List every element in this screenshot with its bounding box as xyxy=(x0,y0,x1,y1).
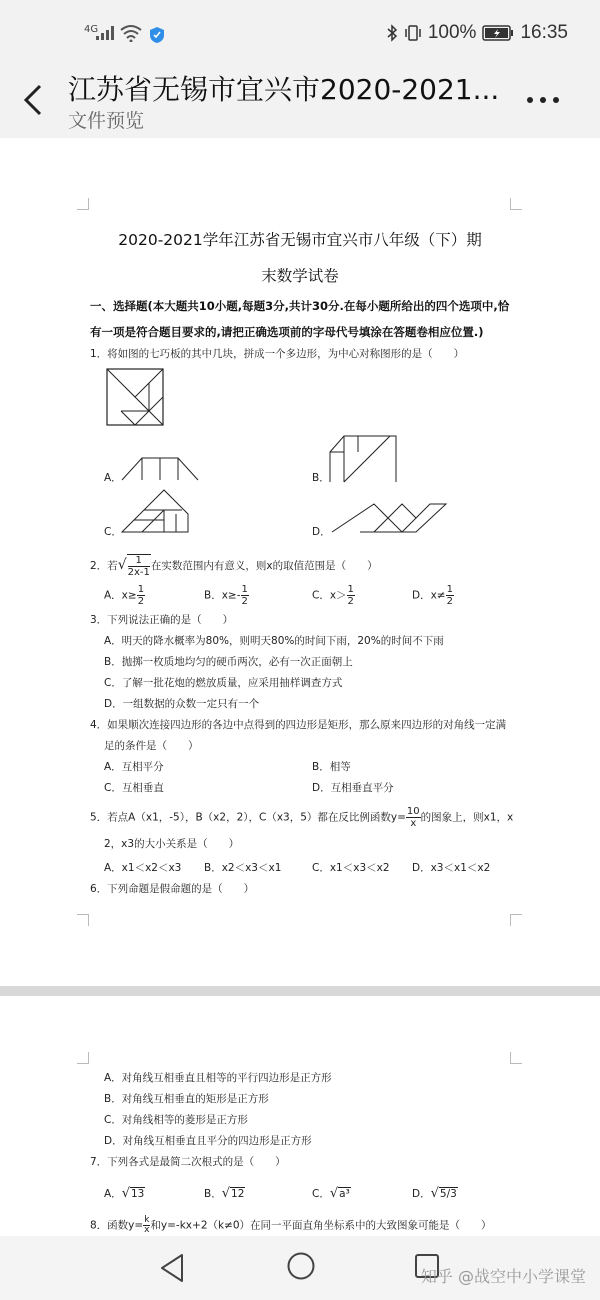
q2-opt-den: 2 xyxy=(241,596,248,607)
q7-radicand: 13 xyxy=(130,1188,145,1200)
q1-figure-c xyxy=(120,488,192,534)
clock: 16:35 xyxy=(520,22,568,43)
q3-option-b: B．抛掷一枚质地均匀的硬币两次，必有一次正面朝上 xyxy=(104,656,353,668)
q2-opt-label: D．x≠ xyxy=(412,589,446,602)
page-corner-mark xyxy=(510,1052,522,1064)
q5-numerator: 10 xyxy=(406,806,420,817)
q6-option-d: D．对角线互相垂直且平分的四边形是正方形 xyxy=(104,1135,312,1147)
battery-percent: 100% xyxy=(427,22,477,43)
status-right xyxy=(386,22,568,44)
q2-opt-label: C．x＞ xyxy=(312,589,347,602)
exam-title-line2: 末数学试卷 xyxy=(261,267,339,285)
question-6: 6．下列命题是假命题的是（ ） xyxy=(90,883,255,895)
q8-numerator: k xyxy=(144,1215,150,1225)
q2-option-b xyxy=(204,584,249,607)
q3-option-d: D．一组数据的众数一定只有一个 xyxy=(104,698,260,710)
shield-icon xyxy=(149,26,165,44)
tangram-figure xyxy=(106,368,164,426)
q2-radicand xyxy=(127,554,151,578)
section-heading-line2: 有一项是符合题目要求的,请把正确选项前的字母代号填涂在答题卷相应位置.) xyxy=(90,325,484,339)
q7-radicand: 5/3 xyxy=(439,1188,457,1200)
q2-rad-denominator: 2x-1 xyxy=(127,567,150,578)
q4-option-a: A．互相平分 xyxy=(104,761,164,773)
q4-option-c: C．互相垂直 xyxy=(104,782,164,794)
q1-option-b: B． xyxy=(312,472,330,484)
q7-opt-label: D． xyxy=(412,1188,431,1200)
q5-option-d: D．x3＜x1＜x2 xyxy=(412,862,491,874)
question-5-line1 xyxy=(90,806,513,829)
question-7: 7．下列各式是最简二次根式的是（ ） xyxy=(90,1156,286,1168)
q2-opt-den: 2 xyxy=(347,596,354,607)
page-corner-mark xyxy=(510,198,522,210)
question-3: 3．下列说法正确的是（ ） xyxy=(90,614,234,626)
status-bar xyxy=(0,0,600,68)
bluetooth-icon xyxy=(386,24,398,42)
q8-suffix: 和y=-kx+2（k≠0）在同一平面直角坐标系中的大致图象可能是（ ） xyxy=(150,1219,492,1232)
section-heading-line1: 一、选择题(本大题共10小题,每题3分,共计30分.在每小题所给出的四个选项中,恰 xyxy=(90,299,510,313)
question-2: 2．若√ $\frac{1}{2x-1}$ 在实数范围内有意义，则x的取值范围是（ ） xyxy=(90,555,378,578)
q2-opt-den: 2 xyxy=(137,596,145,607)
more-options-button[interactable] xyxy=(526,90,560,104)
q8-prefix: 8．函数y= xyxy=(90,1219,144,1232)
q5-option-b: B．x2＜x3＜x1 xyxy=(204,862,282,874)
q6-option-c: C．对角线相等的菱形是正方形 xyxy=(104,1114,248,1126)
q1-figure-b xyxy=(328,434,400,484)
q7-opt-label: B． xyxy=(204,1188,222,1200)
q1-option-c: C． xyxy=(104,526,122,538)
q5-denominator: x xyxy=(410,818,417,829)
q5-prefix: 5．若点A（x1，-5），B（x2，2），C（x3，5）都在反比例函数y= xyxy=(90,811,406,824)
q8-denominator: x xyxy=(144,1225,150,1235)
page-corner-mark xyxy=(77,1052,89,1064)
question-8 xyxy=(90,1216,492,1235)
document-page-1 xyxy=(0,138,600,986)
q5-option-c: C．x1＜x3＜x2 xyxy=(312,862,390,874)
network-type: 4G xyxy=(84,24,99,35)
q5-suffix: 的图象上，则x1，x xyxy=(420,811,514,824)
q2-opt-num: 1 xyxy=(137,584,145,595)
q4-option-d: D．互相垂直平分 xyxy=(312,782,394,794)
question-4-line2: 足的条件是（ ） xyxy=(104,740,199,752)
document-page-2 xyxy=(0,996,600,1236)
q7-option-c: C．√a³ xyxy=(312,1186,350,1201)
q2-opt-den: 2 xyxy=(446,596,453,607)
battery-icon xyxy=(482,25,514,41)
q7-opt-label: C． xyxy=(312,1188,330,1200)
q1-option-a: A． xyxy=(104,472,122,484)
q7-option-a: A．√13 xyxy=(104,1186,145,1201)
nav-back-icon[interactable] xyxy=(158,1252,186,1284)
vibrate-icon xyxy=(404,24,422,42)
wifi-icon xyxy=(120,24,142,42)
document-subtitle: 文件预览 xyxy=(68,110,145,132)
signal-icon xyxy=(96,26,114,40)
q2-prefix: 2．若 xyxy=(90,560,118,572)
more-dots-icon xyxy=(526,96,560,104)
q2-suffix: 在实数范围内有意义，则x的取值范围是（ ） xyxy=(150,560,378,572)
q3-option-a: A．明天的降水概率为80%，则明天80%的时间下雨，20%的时间不下雨 xyxy=(104,635,444,647)
q2-option-a xyxy=(104,584,145,607)
question-1: 1．将如图的七巧板的其中几块，拼成一个多边形，为中心对称图形的是（ ） xyxy=(90,348,465,360)
q7-option-b: B．√12 xyxy=(204,1186,245,1201)
q7-option-d: D．√5/3 xyxy=(412,1186,457,1201)
q4-option-b: B．相等 xyxy=(312,761,351,773)
page-corner-mark xyxy=(77,914,89,926)
q2-opt-num: 1 xyxy=(241,584,248,595)
q3-option-c: C．了解一批花炮的燃放质量，应采用抽样调查方式 xyxy=(104,677,343,689)
back-arrow-icon[interactable] xyxy=(20,80,48,120)
q7-radicand: a³ xyxy=(339,1188,350,1200)
q2-option-c xyxy=(312,584,355,607)
watermark-text: 知乎 @战空中小学课堂 xyxy=(420,1267,586,1286)
q5-option-a: A．x1＜x2＜x3 xyxy=(104,862,182,874)
document-title: 江苏省无锡市宜兴市2020-2021... xyxy=(68,73,500,106)
q2-opt-label: A．x≥ xyxy=(104,589,137,602)
q2-opt-label: B．x≥- xyxy=(204,589,241,602)
page-corner-mark xyxy=(77,198,89,210)
q1-figure-d xyxy=(330,500,448,534)
page-corner-mark xyxy=(510,914,522,926)
page-separator xyxy=(0,986,600,996)
q2-option-d xyxy=(412,584,454,607)
q2-rad-numerator: 1 xyxy=(128,555,150,567)
system-nav-bar xyxy=(0,1236,600,1300)
exam-title-line1: 2020-2021学年江苏省无锡市宜兴市八年级（下）期 xyxy=(118,231,482,249)
q1-option-d: D． xyxy=(312,526,331,538)
q6-option-a: A．对角线互相垂直且相等的平行四边形是正方形 xyxy=(104,1072,332,1084)
nav-home-icon[interactable] xyxy=(286,1251,316,1281)
q2-opt-num: 1 xyxy=(347,584,354,595)
q7-opt-label: A． xyxy=(104,1188,122,1200)
q2-opt-num: 1 xyxy=(446,584,453,595)
q1-figure-a xyxy=(120,456,200,482)
title-bar xyxy=(0,68,600,138)
question-4-line1: 4．如果顺次连接四边形的各边中点得到的四边形是矩形，那么原来四边形的对角线一定满 xyxy=(90,719,507,731)
question-5-line2: 2，x3的大小关系是（ ） xyxy=(104,838,240,850)
q6-option-b: B．对角线互相垂直的矩形是正方形 xyxy=(104,1093,269,1105)
q7-radicand: 12 xyxy=(231,1188,245,1200)
